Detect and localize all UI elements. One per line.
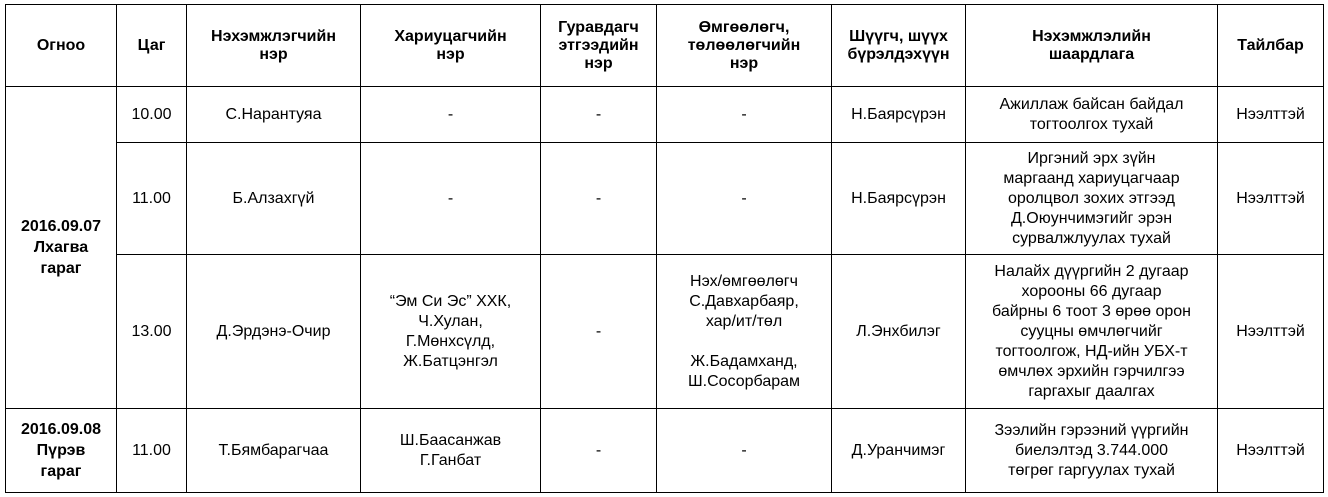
- note-cell: Нээлттэй: [1218, 87, 1324, 143]
- header-note: Тайлбар: [1218, 5, 1324, 87]
- claim-cell: Иргэний эрх зүйн маргаанд хариуцагчаар оролцвол зохих этгээд Д.Оюунчимэгийг эрэн сурвалжлуулах тухай: [966, 143, 1218, 255]
- counsel-cell: -: [657, 143, 832, 255]
- judge-cell: Н.Баярсүрэн: [832, 87, 966, 143]
- header-claim: Нэхэмжлэлийн шаардлага: [966, 5, 1218, 87]
- header-row: [6, 5, 1324, 87]
- defendant-cell: -: [361, 143, 541, 255]
- table-row: [6, 409, 1324, 493]
- header-time: Цаг: [117, 5, 187, 87]
- claim-cell: Ажиллаж байсан байдал тогтоолгох тухай: [966, 87, 1218, 143]
- plaintiff-cell: Т.Бямбарагчаа: [187, 409, 361, 493]
- note-cell: Нээлттэй: [1218, 255, 1324, 409]
- time-cell: 10.00: [117, 87, 187, 143]
- plaintiff-cell: Б.Алзахгүй: [187, 143, 361, 255]
- counsel-cell: Нэх/өмгөөлөгч С.Давхарбаяр, хар/ит/төл Ж.Бадамханд, Ш.Сосорбарам: [657, 255, 832, 409]
- header-counsel: Өмгөөлөгч, төлөөлөгчийн нэр: [657, 5, 832, 87]
- note-cell: Нээлттэй: [1218, 409, 1324, 493]
- time-cell: 11.00: [117, 143, 187, 255]
- table-row: [6, 255, 1324, 409]
- judge-cell: Д.Уранчимэг: [832, 409, 966, 493]
- header-date: Огноо: [6, 5, 117, 87]
- claim-cell: Налайх дүүргийн 2 дугаар хорооны 66 дугаар байрны 6 тоот 3 өрөө орон сууцны өмчлөгчийг тогтоолгож, НД-ийн УБХ-т өмчлөх эрхийн гэрчилгээ гаргахыг даалгах: [966, 255, 1218, 409]
- counsel-cell: -: [657, 409, 832, 493]
- header-judge: Шүүгч, шүүх бүрэлдэхүүн: [832, 5, 966, 87]
- third-party-cell: -: [541, 255, 657, 409]
- judge-cell: Л.Энхбилэг: [832, 255, 966, 409]
- counsel-cell: -: [657, 87, 832, 143]
- time-cell: 11.00: [117, 409, 187, 493]
- table-row: [6, 143, 1324, 255]
- note-cell: Нээлттэй: [1218, 143, 1324, 255]
- header-third-party: Гуравдагч этгээдийн нэр: [541, 5, 657, 87]
- header-plaintiff: Нэхэмжлэгчийн нэр: [187, 5, 361, 87]
- time-cell: 13.00: [117, 255, 187, 409]
- defendant-cell: “Эм Си Эс” ХХК, Ч.Хулан, Г.Мөнхсүлд, Ж.Батцэнгэл: [361, 255, 541, 409]
- plaintiff-cell: Д.Эрдэнэ-Очир: [187, 255, 361, 409]
- third-party-cell: -: [541, 87, 657, 143]
- header-defendant: Хариуцагчийн нэр: [361, 5, 541, 87]
- defendant-cell: Ш.Баасанжав Г.Ганбат: [361, 409, 541, 493]
- defendant-cell: -: [361, 87, 541, 143]
- table-row: [6, 87, 1324, 143]
- judge-cell: Н.Баярсүрэн: [832, 143, 966, 255]
- third-party-cell: -: [541, 143, 657, 255]
- plaintiff-cell: С.Нарантуяа: [187, 87, 361, 143]
- claim-cell: Зээлийн гэрээний үүргийн биелэлтэд 3.744.000 төгрөг гаргуулах тухай: [966, 409, 1218, 493]
- third-party-cell: -: [541, 409, 657, 493]
- court-schedule-table: [5, 4, 1324, 493]
- date-cell: 2016.09.08 Пүрэв гараг: [6, 409, 117, 493]
- date-cell: 2016.09.07 Лхагва гараг: [6, 87, 117, 409]
